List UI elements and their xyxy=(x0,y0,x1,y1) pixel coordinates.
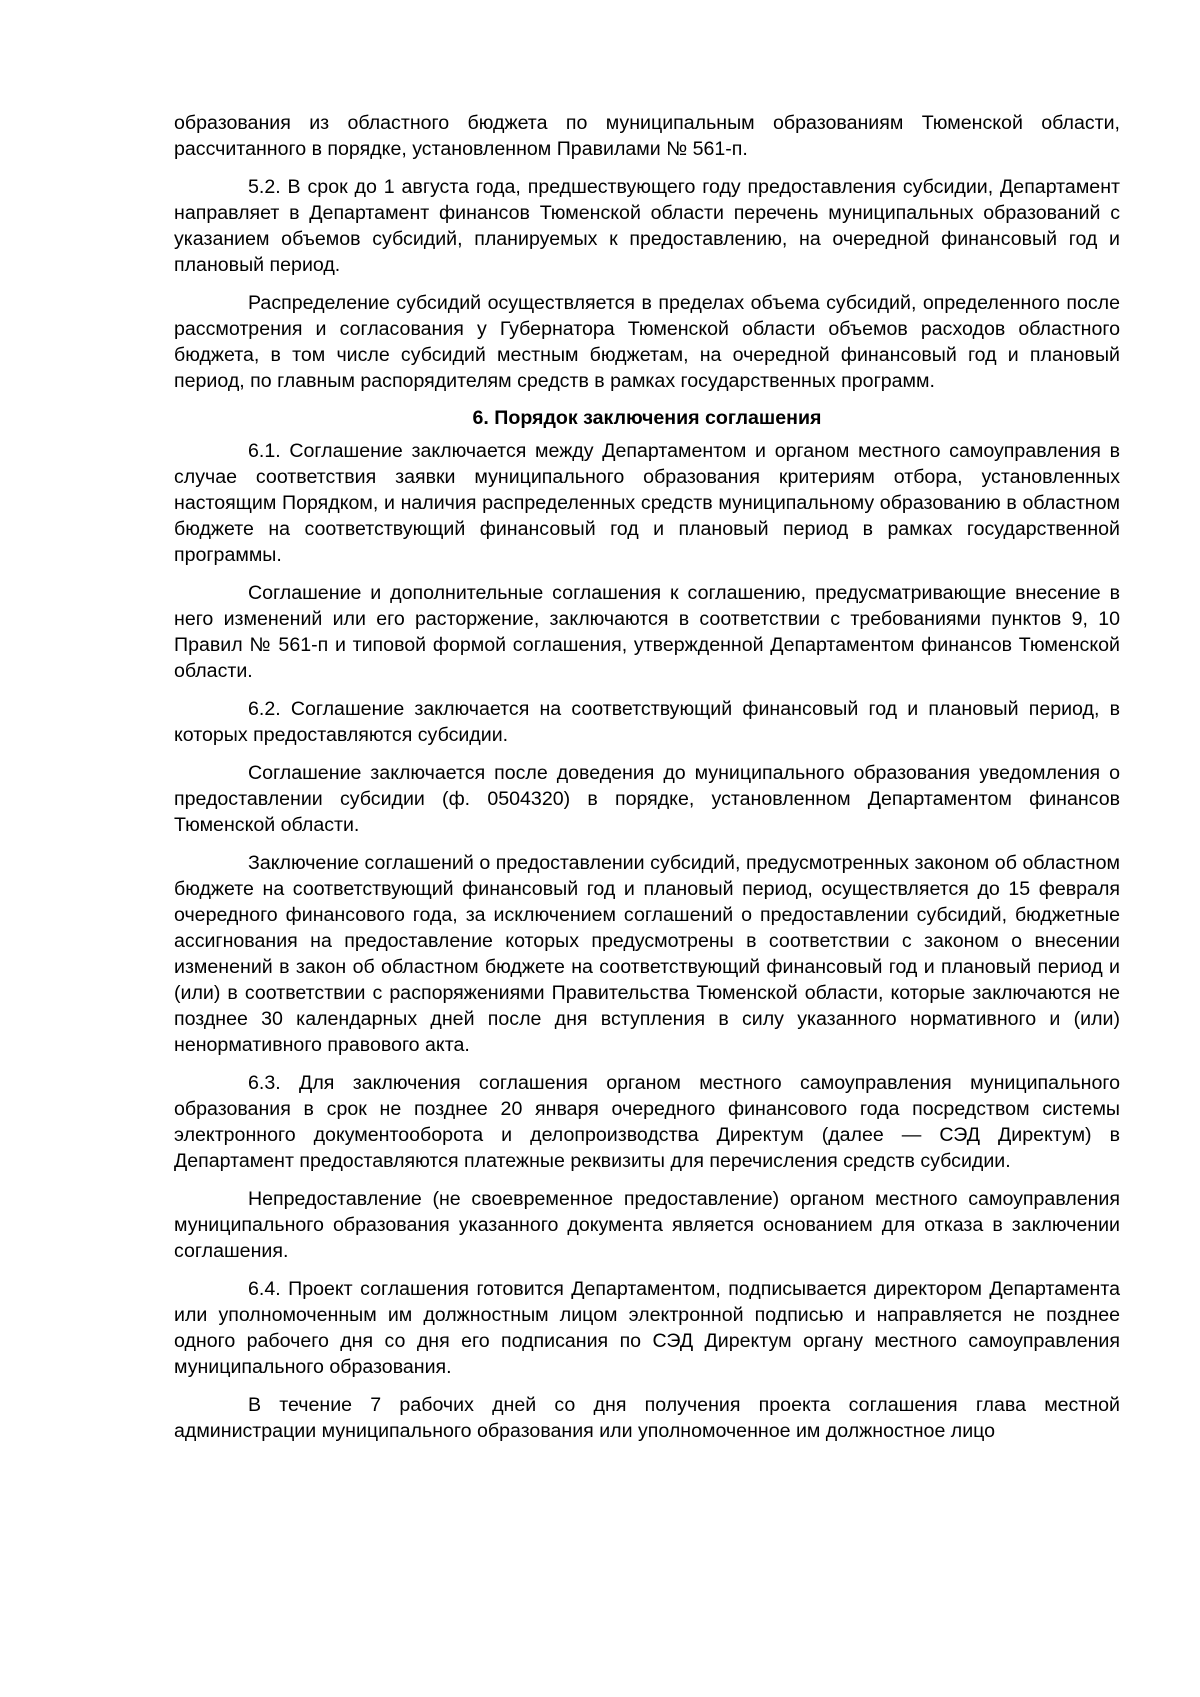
paragraph-additional-agreements: Соглашение и дополнительные соглашения к соглашению, предусматривающие внесение в него изменений или его расторжение, заключаются в соответствии с требованиями пунктов 9, 10 Правил № 561-п и типовой формой соглашения, утвержденной Департаментом финансов Тюменской области. xyxy=(174,582,1120,682)
paragraph-6-2: 6.2. Соглашение заключается на соответствующий финансовый год и плановый период, в которых предоставляются субсидии. xyxy=(174,698,1120,746)
paragraph-6-4: 6.4. Проект соглашения готовится Департаментом, подписывается директором Департамента или уполномоченным им должностным лицом электронной подписью и направляется не позднее одного рабочего дня со дня его подписания по СЭД Директум органу местного самоуправления муниципального образования. xyxy=(174,1278,1120,1378)
paragraph-notification: Соглашение заключается после доведения до муниципального образования уведомления о предоставлении субсидии (ф. 0504320) в порядке, установленном Департаментом финансов Тюменской области. xyxy=(174,762,1120,836)
paragraph-continuation: образования из областного бюджета по муниципальным образованиям Тюменской области, рассчитанного в порядке, установленном Правилами № 561-п. xyxy=(174,112,1120,160)
document-page xyxy=(174,110,1120,1456)
paragraph-distribution: Распределение субсидий осуществляется в пределах объема субсидий, определенного после рассмотрения и согласования у Губернатора Тюменской области объемов расходов областного бюджета, в том числе субсидий местным бюджетам, на очередной финансовый год и плановый период, по главным распорядителям средств в рамках государственных программ. xyxy=(174,292,1120,392)
section-heading: 6. Порядок заключения соглашения xyxy=(472,407,822,429)
paragraph-non-submission: Непредоставление (не своевременное предоставление) органом местного самоуправления муниципального образования указанного документа является основанием для отказа в заключении соглашения. xyxy=(174,1188,1120,1262)
paragraph-conclusion-deadline: Заключение соглашений о предоставлении субсидий, предусмотренных законом об областном бюджете на соответствующий финансовый год и плановый период, осуществляется до 15 февраля очередного финансового года, за исключением соглашений о предоставлении субсидий, бюджетные ассигнования на предоставление которых предусмотрены в соответствии с законом о внесении изменений в закон об областном бюджете на соответствующий финансовый год и плановый период и (или) в соответствии с распоряжениями Правительства Тюменской области, которые заключаются не позднее 30 календарных дней после дня вступления в силу указанного нормативного и (или) ненормативного правового акта. xyxy=(174,852,1120,1056)
paragraph-6-3: 6.3. Для заключения соглашения органом местного самоуправления муниципального образования в срок не позднее 20 января очередного финансового года посредством системы электронного документооборота и делопроизводства Директум (далее — СЭД Директум) в Департамент предоставляются платежные реквизиты для перечисления средств субсидии. xyxy=(174,1072,1120,1172)
paragraph-6-1: 6.1. Соглашение заключается между Департаментом и органом местного самоуправления в случае соответствия заявки муниципального образования критериям отбора, установленных настоящим Порядком, и наличия распределенных средств муниципальному образованию в областном бюджете на соответствующий финансовый год и плановый период в рамках государственной программы. xyxy=(174,440,1120,566)
paragraph-seven-days: В течение 7 рабочих дней со дня получения проекта соглашения глава местной администрации муниципального образования или уполномоченное им должностное лицо xyxy=(174,1394,1120,1442)
paragraph-5-2: 5.2. В срок до 1 августа года, предшествующего году предоставления субсидии, Департамент направляет в Департамент финансов Тюменской области перечень муниципальных образований с указанием объемов субсидий, планируемых к предоставлению, на очередной финансовый год и плановый период. xyxy=(174,176,1120,276)
